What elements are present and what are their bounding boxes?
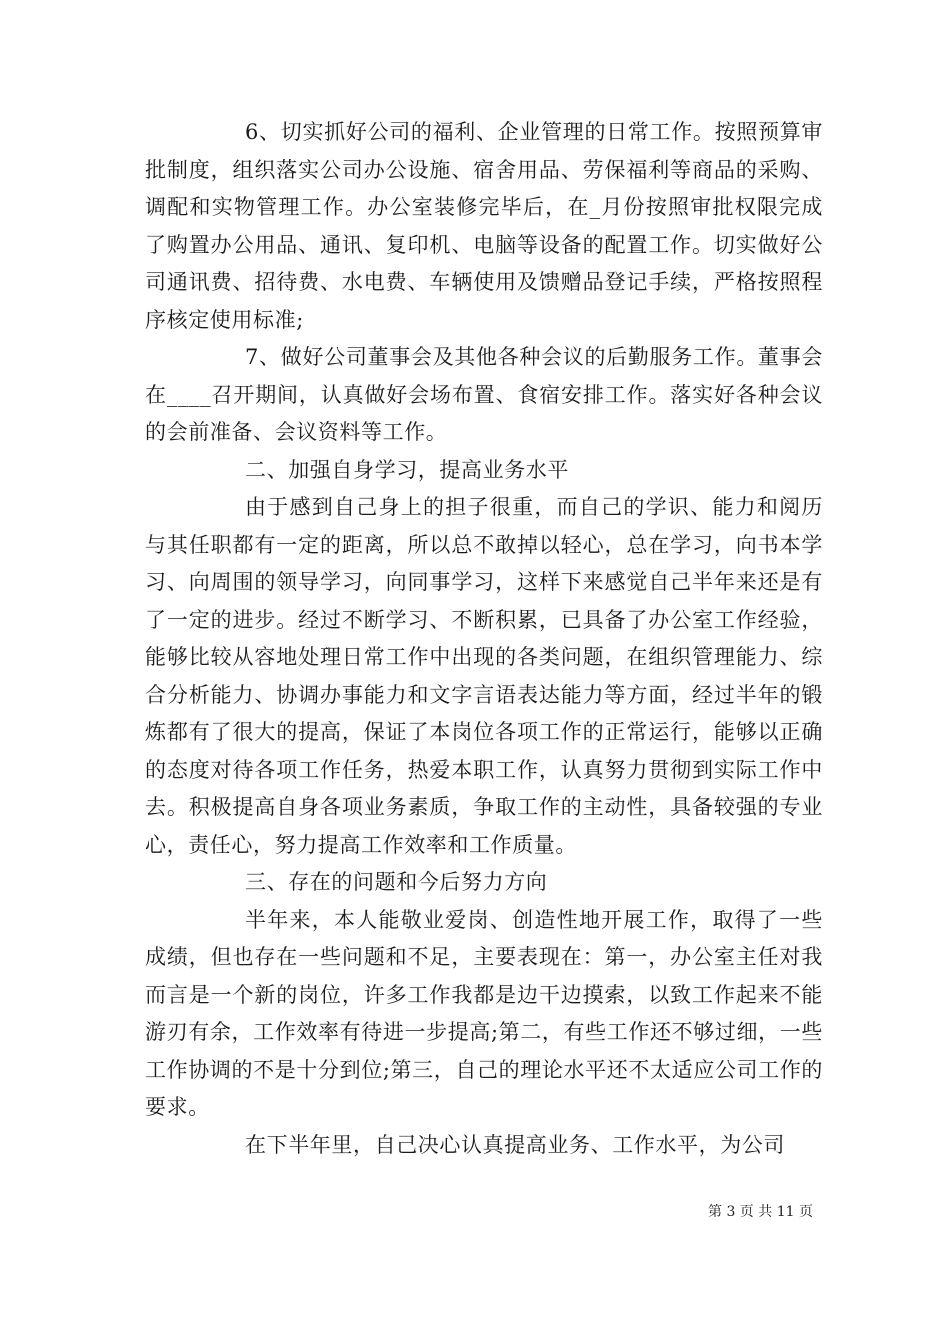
- paragraph-item-6: 6、切实抓好公司的福利、企业管理的日常工作。按照预算审批制度，组织落实公司办公设施、宿舍用品、劳保福利等商品的采购、调配和实物管理工作。办公室装修完毕后，在_月份按照审批权限完成了购置办公用品、通讯、复印机、电脑等设备的配置工作。切实做好公司通讯费、招待费、水电费、车辆使用及馈赠品登记手续，严格按照程序核定使用标准;: [145, 120, 823, 332]
- paragraph-next-half: 在下半年里，自己决心认真提高业务、工作水平，为公司: [245, 1132, 785, 1157]
- paragraph-item-7: 7、做好公司董事会及其他各种会议的后勤服务工作。董事会在____召开期间，认真做好会场布置、食宿安排工作。落实好各种会议的会前准备、会议资料等工作。: [145, 345, 823, 444]
- document-body: [145, 114, 823, 1164]
- paragraph-problems: 半年来，本人能敬业爱岗、创造性地开展工作，取得了一些成绩，但也存在一些问题和不足，主要表现在：第一，办公室主任对我而言是一个新的岗位，许多工作我都是边干边摸索，以致工作起来不能游刃有余，工作效率有待进一步提高;第二，有些工作还不够过细，一些工作协调的不是十分到位;第三，自己的理论水平还不太适应公司工作的要求。: [145, 907, 823, 1119]
- paragraph-study: 由于感到自己身上的担子很重，而自己的学识、能力和阅历与其任职都有一定的距离，所以总不敢掉以轻心，总在学习，向书本学习、向周围的领导学习，向同事学习，这样下来感觉自己半年来还是有了一定的进步。经过不断学习、不断积累，已具备了办公室工作经验，能够比较从容地处理日常工作中出现的各类问题，在组织管理能力、综合分析能力、协调办事能力和文字言语表达能力等方面，经过半年的锻炼都有了很大的提高，保证了本岗位各项工作的正常运行，能够以正确的态度对待各项工作任务，热爱本职工作，认真努力贯彻到实际工作中去。积极提高自身各项业务素质，争取工作的主动性，具备较强的专业心，责任心，努力提高工作效率和工作质量。: [145, 495, 823, 857]
- page-number-footer: 第 3 页 共 11 页: [708, 1204, 813, 1220]
- section-heading-2: 二、加强自身学习，提高业务水平: [245, 457, 569, 482]
- section-heading-3: 三、存在的问题和今后努力方向: [245, 870, 548, 894]
